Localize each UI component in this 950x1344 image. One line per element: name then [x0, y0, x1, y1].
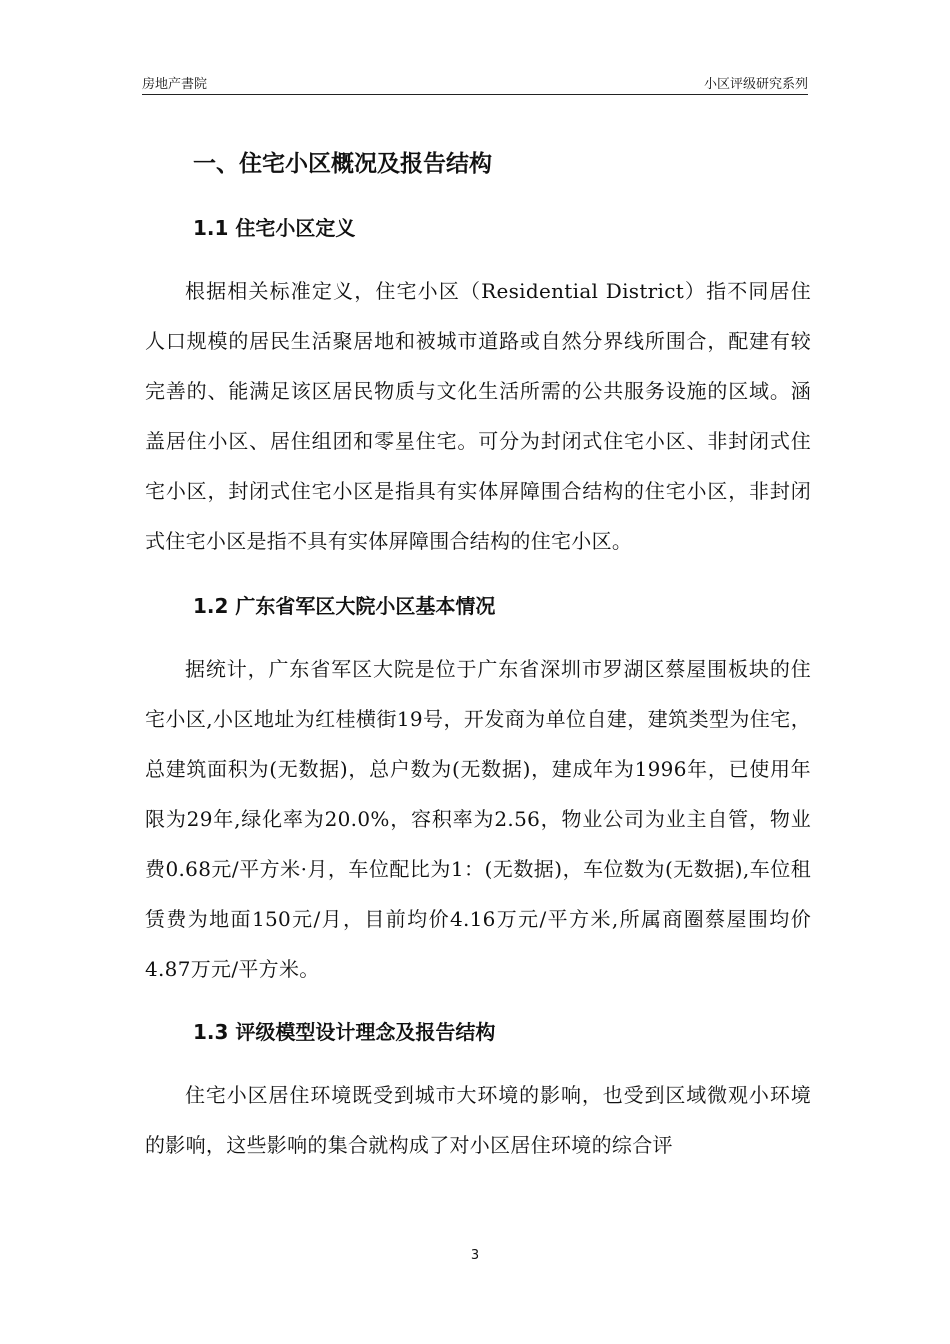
- header-publisher: 房地产書院: [142, 77, 208, 92]
- subsection-title-1-3: 1.3 评级模型设计理念及报告结构: [193, 1020, 496, 1044]
- subsection-title-1-1: 1.1 住宅小区定义: [193, 216, 356, 240]
- header-series: 小区评级研究系列: [703, 77, 808, 92]
- paragraph-basic-info: 据统计，广东省军区大院是位于广东省深圳市罗湖区蔡屋围板块的住宅小区,小区地址为红桂横街19号，开发商为单位自建，建筑类型为住宅，总建筑面积为(无数据)，总户数为(无数据)，建成年为1996年，已使用年限为29年,绿化率为20.0%，容积率为2.56，物业公司为业主自管，物业费0.68元/平方米·月，车位配比为1：(无数据)，车位数为(无数据),车位租赁费为地面150元/月，目前均价4.16万元/平方米,所属商圈蔡屋围均价4.87万元/平方米。: [145, 657, 811, 981]
- paragraph-definition: 根据相关标准定义，住宅小区（Residential District）指不同居住人口规模的居民生活聚居地和被城市道路或自然分界线所围合，配建有较完善的、能满足该区居民物质与文化生活所需的公共服务设施的区域。涵盖居住小区、居住组团和零星住宅。可分为封闭式住宅小区、非封闭式住宅小区，封闭式住宅小区是指具有实体屏障围合结构的住宅小区，非封闭式住宅小区是指不具有实体屏障围合结构的住宅小区。: [145, 279, 811, 553]
- page-header: [142, 66, 808, 95]
- section-title: 一、住宅小区概况及报告结构: [193, 151, 492, 177]
- subsection-title-1-2: 1.2 广东省军区大院小区基本情况: [193, 594, 496, 618]
- page-number: 3: [470, 1248, 480, 1263]
- paragraph-model-design: 住宅小区居住环境既受到城市大环境的影响，也受到区域微观小环境的影响，这些影响的集合就构成了对小区居住环境的综合评: [145, 1083, 811, 1157]
- page-content: [145, 140, 811, 1170]
